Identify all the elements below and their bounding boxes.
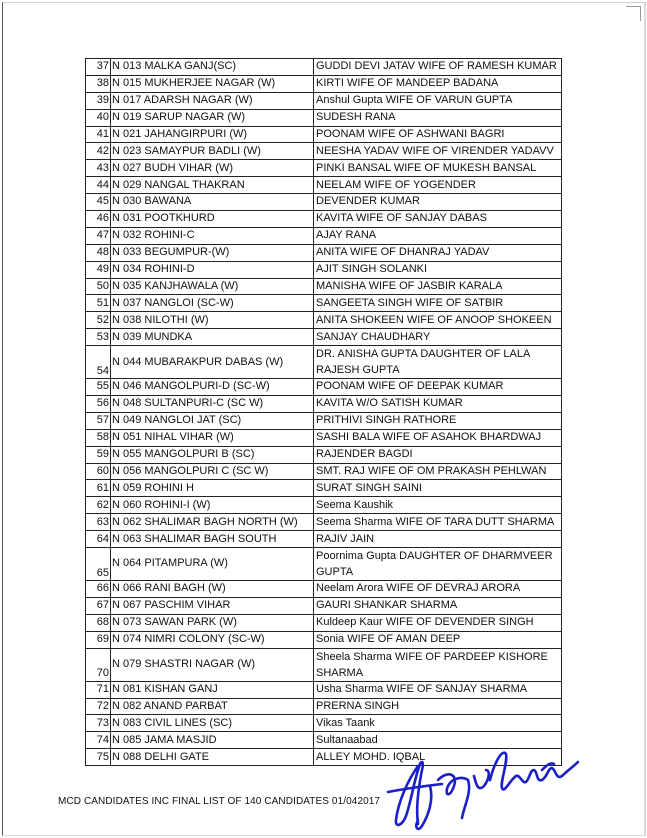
candidate-name: KAVITA WIFE OF SANJAY DABAS xyxy=(314,211,562,228)
ward-name: N 055 MANGOLPURI B (SC) xyxy=(111,446,314,463)
handwritten-signature xyxy=(378,740,583,832)
page-corner xyxy=(626,6,641,21)
row-number: 70 xyxy=(86,648,111,681)
row-number: 72 xyxy=(86,698,111,715)
ward-name: N 060 ROHINI-I (W) xyxy=(111,497,314,514)
table-row xyxy=(86,681,562,698)
row-number: 51 xyxy=(86,295,111,312)
table-row xyxy=(86,548,562,581)
candidate-name: AJAY RANA xyxy=(314,227,562,244)
row-number: 41 xyxy=(86,126,111,143)
ward-name: N 023 SAMAYPUR BADLI (W) xyxy=(111,143,314,160)
ward-name: N 067 PASCHIM VIHAR xyxy=(111,597,314,614)
ward-name: N 046 MANGOLPURI-D (SC-W) xyxy=(111,379,314,396)
candidate-name: SANJAY CHAUDHARY xyxy=(314,329,562,346)
candidate-name: PRERNA SINGH xyxy=(314,698,562,715)
candidate-name: Sonia WIFE OF AMAN DEEP xyxy=(314,631,562,648)
ward-name: N 032 ROHINI-C xyxy=(111,227,314,244)
row-number: 64 xyxy=(86,531,111,548)
table-row xyxy=(86,531,562,548)
row-number: 45 xyxy=(86,194,111,211)
row-number: 62 xyxy=(86,497,111,514)
ward-name: N 035 KANJHAWALA (W) xyxy=(111,278,314,295)
ward-name: N 037 NANGLOI (SC-W) xyxy=(111,295,314,312)
ward-name: N 066 RANI BAGH (W) xyxy=(111,581,314,598)
ward-name: N 027 BUDH VIHAR (W) xyxy=(111,160,314,177)
ward-name: N 021 JAHANGIRPURI (W) xyxy=(111,126,314,143)
candidate-name: Sheela Sharma WIFE OF PARDEEP KISHORE SHARMA xyxy=(314,648,562,681)
row-number: 63 xyxy=(86,514,111,531)
candidate-name: PRITHIVI SINGH RATHORE xyxy=(314,412,562,429)
row-number: 56 xyxy=(86,396,111,413)
candidate-name: RAJENDER BAGDI xyxy=(314,446,562,463)
row-number: 38 xyxy=(86,75,111,92)
ward-name: N 079 SHASTRI NAGAR (W) xyxy=(111,648,314,681)
ward-name: N 062 SHALIMAR BAGH NORTH (W) xyxy=(111,514,314,531)
ward-name: N 083 CIVIL LINES (SC) xyxy=(111,715,314,732)
ward-name: N 088 DELHI GATE xyxy=(111,749,314,766)
candidate-name: Seema Kaushik xyxy=(314,497,562,514)
table-row xyxy=(86,480,562,497)
table-row xyxy=(86,631,562,648)
table-row xyxy=(86,581,562,598)
candidate-name: Usha Sharma WIFE OF SANJAY SHARMA xyxy=(314,681,562,698)
row-number: 65 xyxy=(86,548,111,581)
ward-name: N 085 JAMA MASJID xyxy=(111,732,314,749)
row-number: 66 xyxy=(86,581,111,598)
ward-name: N 033 BEGUMPUR-(W) xyxy=(111,244,314,261)
row-number: 59 xyxy=(86,446,111,463)
candidate-name: Seema Sharma WIFE OF TARA DUTT SHARMA xyxy=(314,514,562,531)
ward-name: N 019 SARUP NAGAR (W) xyxy=(111,109,314,126)
ward-name: N 049 NANGLOI JAT (SC) xyxy=(111,412,314,429)
ward-name: N 038 NILOTHI (W) xyxy=(111,312,314,329)
row-number: 61 xyxy=(86,480,111,497)
table-row xyxy=(86,143,562,160)
candidate-name: SASHI BALA WIFE OF ASAHOK BHARDWAJ xyxy=(314,429,562,446)
table-row xyxy=(86,109,562,126)
table-row xyxy=(86,429,562,446)
ward-name: N 039 MUNDKA xyxy=(111,329,314,346)
row-number: 74 xyxy=(86,732,111,749)
row-number: 50 xyxy=(86,278,111,295)
candidate-name: Sultanaabad xyxy=(314,732,562,749)
row-number: 39 xyxy=(86,92,111,109)
candidate-name: Vikas Taank xyxy=(314,715,562,732)
row-number: 67 xyxy=(86,597,111,614)
row-number: 47 xyxy=(86,227,111,244)
table-row xyxy=(86,211,562,228)
table-row xyxy=(86,597,562,614)
ward-name: N 082 ANAND PARBAT xyxy=(111,698,314,715)
candidate-name: SURAT SINGH SAINI xyxy=(314,480,562,497)
row-number: 55 xyxy=(86,379,111,396)
table-row xyxy=(86,75,562,92)
table-row xyxy=(86,278,562,295)
row-number: 44 xyxy=(86,177,111,194)
table-row xyxy=(86,396,562,413)
footer-note: MCD CANDIDATES INC FINAL LIST OF 140 CANDIDATES 01/042017 xyxy=(58,796,381,807)
row-number: 69 xyxy=(86,631,111,648)
table-row xyxy=(86,698,562,715)
row-number: 75 xyxy=(86,749,111,766)
row-number: 46 xyxy=(86,211,111,228)
candidate-name: DEVENDER KUMAR xyxy=(314,194,562,211)
ward-name: N 015 MUKHERJEE NAGAR (W) xyxy=(111,75,314,92)
candidate-name: SMT. RAJ WIFE OF OM PRAKASH PEHLWAN xyxy=(314,463,562,480)
table-row xyxy=(86,295,562,312)
row-number: 48 xyxy=(86,244,111,261)
table-row xyxy=(86,497,562,514)
candidate-name: KIRTI WIFE OF MANDEEP BADANA xyxy=(314,75,562,92)
table-row xyxy=(86,463,562,480)
row-number: 37 xyxy=(86,59,111,76)
table-row xyxy=(86,126,562,143)
ward-name: N 034 ROHINI-D xyxy=(111,261,314,278)
candidate-name: PINKI BANSAL WIFE OF MUKESH BANSAL xyxy=(314,160,562,177)
candidate-name: Kuldeep Kaur WIFE OF DEVENDER SINGH xyxy=(314,614,562,631)
table-row xyxy=(86,514,562,531)
table-row xyxy=(86,244,562,261)
table-row xyxy=(86,261,562,278)
ward-name: N 064 PITAMPURA (W) xyxy=(111,548,314,581)
table-row xyxy=(86,614,562,631)
ward-name: N 081 KISHAN GANJ xyxy=(111,681,314,698)
ward-name: N 051 NIHAL VIHAR (W) xyxy=(111,429,314,446)
row-number: 52 xyxy=(86,312,111,329)
ward-name: N 048 SULTANPURI-C (SC W) xyxy=(111,396,314,413)
candidate-name: NEESHA YADAV WIFE OF VIRENDER YADAVV xyxy=(314,143,562,160)
candidate-name: DR. ANISHA GUPTA DAUGHTER OF LALA RAJESH GUPTA xyxy=(314,346,562,379)
candidate-name: Neelam Arora WIFE OF DEVRAJ ARORA xyxy=(314,581,562,598)
table-row xyxy=(86,715,562,732)
ward-name: N 031 POOTKHURD xyxy=(111,211,314,228)
row-number: 58 xyxy=(86,429,111,446)
candidate-name: MANISHA WIFE OF JASBIR KARALA xyxy=(314,278,562,295)
ward-name: N 074 NIMRI COLONY (SC-W) xyxy=(111,631,314,648)
ward-name: N 063 SHALIMAR BAGH SOUTH xyxy=(111,531,314,548)
row-number: 54 xyxy=(86,346,111,379)
row-number: 42 xyxy=(86,143,111,160)
candidate-name: AJIT SINGH SOLANKI xyxy=(314,261,562,278)
table-row xyxy=(86,92,562,109)
ward-name: N 030 BAWANA xyxy=(111,194,314,211)
candidate-name: NEELAM WIFE OF YOGENDER xyxy=(314,177,562,194)
row-number: 40 xyxy=(86,109,111,126)
candidate-name: SANGEETA SINGH WIFE OF SATBIR xyxy=(314,295,562,312)
candidate-name: POONAM WIFE OF DEEPAK KUMAR xyxy=(314,379,562,396)
candidate-name: ANITA SHOKEEN WIFE OF ANOOP SHOKEEN xyxy=(314,312,562,329)
table-row xyxy=(86,177,562,194)
ward-name: N 059 ROHINI H xyxy=(111,480,314,497)
table-row xyxy=(86,446,562,463)
row-number: 68 xyxy=(86,614,111,631)
row-number: 49 xyxy=(86,261,111,278)
candidate-name: ANITA WIFE OF DHANRAJ YADAV xyxy=(314,244,562,261)
row-number: 60 xyxy=(86,463,111,480)
candidate-name: POONAM WIFE OF ASHWANI BAGRI xyxy=(314,126,562,143)
table-row xyxy=(86,329,562,346)
table-row xyxy=(86,312,562,329)
table-row xyxy=(86,648,562,681)
ward-name: N 013 MALKA GANJ(SC) xyxy=(111,59,314,76)
candidate-table-body xyxy=(86,59,562,766)
table-row xyxy=(86,227,562,244)
ward-name: N 029 NANGAL THAKRAN xyxy=(111,177,314,194)
candidate-name: RAJIV JAIN xyxy=(314,531,562,548)
table-row xyxy=(86,160,562,177)
table-row xyxy=(86,59,562,76)
candidate-name: Poornima Gupta DAUGHTER OF DHARMVEER GUPTA xyxy=(314,548,562,581)
table-row xyxy=(86,412,562,429)
candidate-name: SUDESH RANA xyxy=(314,109,562,126)
ward-name: N 017 ADARSH NAGAR (W) xyxy=(111,92,314,109)
row-number: 71 xyxy=(86,681,111,698)
candidate-table xyxy=(85,58,562,766)
ward-name: N 073 SAWAN PARK (W) xyxy=(111,614,314,631)
row-number: 43 xyxy=(86,160,111,177)
row-number: 53 xyxy=(86,329,111,346)
table-row xyxy=(86,346,562,379)
table-row xyxy=(86,379,562,396)
candidate-name: GAURI SHANKAR SHARMA xyxy=(314,597,562,614)
candidate-name: ALLEY MOHD. IQBAL xyxy=(314,749,562,766)
candidate-name: Anshul Gupta WIFE OF VARUN GUPTA xyxy=(314,92,562,109)
row-number: 57 xyxy=(86,412,111,429)
row-number: 73 xyxy=(86,715,111,732)
table-row xyxy=(86,194,562,211)
ward-name: N 044 MUBARAKPUR DABAS (W) xyxy=(111,346,314,379)
ward-name: N 056 MANGOLPURI C (SC W) xyxy=(111,463,314,480)
candidate-name: KAVITA W/O SATISH KUMAR xyxy=(314,396,562,413)
candidate-name: GUDDI DEVI JATAV WIFE OF RAMESH KUMAR xyxy=(314,59,562,76)
